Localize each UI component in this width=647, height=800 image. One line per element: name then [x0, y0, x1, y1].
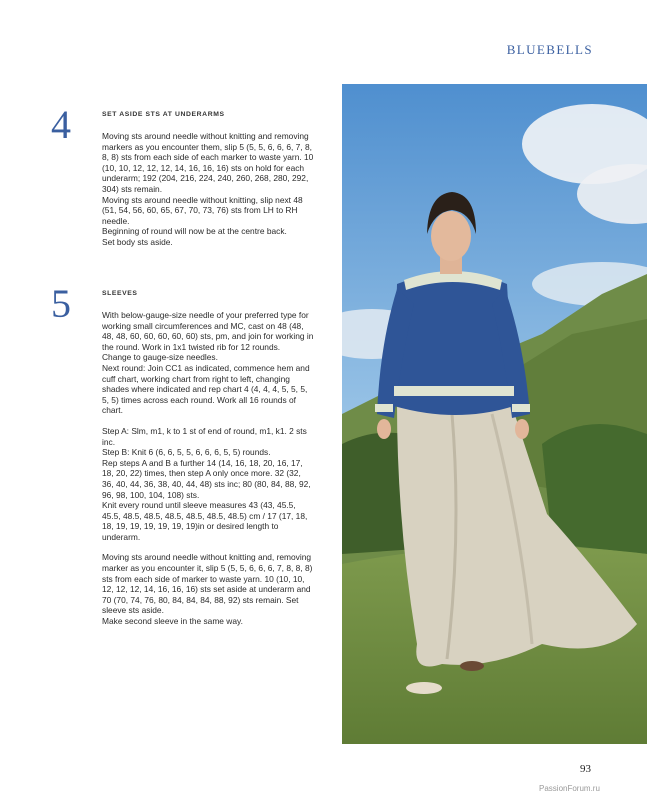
watermark: PassionForum.ru — [539, 784, 600, 793]
face — [431, 211, 471, 261]
model-photo — [342, 84, 647, 744]
step-4-heading: SET ASIDE STS AT UNDERARMS — [102, 111, 225, 118]
step-5-paragraph: Rep steps A and B a further 14 (14, 16, 18, 20, 16, 17, 18, 20, 22) times, then step A only once more. 32 (32, 36, 40, 44, 36, 38, 40, 44, 48) sts inc; 80 (80, 84, 88, 92, 96, 98, 100, 104, 108) sts. — [102, 457, 311, 500]
step-4-paragraph: Moving sts around needle without knitting, slip next 48 (51, 54, 56, 60, 65, 67, 70, 73, 76) sts from LH to RH needle. — [102, 194, 303, 226]
step-4-paragraph: Beginning of round will now be at the centre back. — [102, 226, 287, 237]
cuff-band — [375, 404, 393, 412]
step-4-paragraph: Moving sts around needle without knitting and removing markers as you encounter them, slip 5 (5, 5, 6, 6, 6, 7, 8, 8, 8) sts from each side of each marker to waste yarn. 10 (10, 10, 12, 12, 12, 14, 16, 16, 16) sts on hold for each underarm; 192 (204, 216, 224, 240, 260, 268, 280, 292, 304) sts remain. — [102, 131, 314, 194]
step-5-paragraph: Knit every round until sleeve measures 43 (43, 45.5, 45.5, 48.5, 48.5, 48.5, 48.5, 48.5, 48.5) cm / 17 (17, 18, 18, 19, 19, 19, 19, 19, 19)in or desired length to underarm. — [102, 500, 308, 542]
hand — [515, 419, 529, 439]
step-4-number: 4 — [51, 102, 71, 147]
hem-band — [394, 386, 514, 396]
step-4-paragraph: Set body sts aside. — [102, 236, 173, 247]
step-5-text — [102, 310, 314, 627]
step-5-paragraph: Change to gauge-size needles. — [102, 352, 218, 363]
step-5-paragraph: Moving sts around needle without knitting and, removing marker as you encounter it, slip 5 (5, 5, 6, 6, 6, 7, 8, 8, 8) sts from each side of marker to waste yarn. 10 (10, 10, 12, 12, 12, 14, 16, 16, 16) sts set aside at underarm and 70 (70, 74, 76, 80, 84, 84, 84, 88, 92) sts remain. Set sleeve sts aside. — [102, 552, 313, 616]
cuff-band — [512, 404, 530, 412]
step-5-number: 5 — [51, 281, 71, 326]
step-4-text — [102, 131, 314, 248]
page-number: 93 — [580, 763, 591, 775]
hand — [377, 419, 391, 439]
foot — [406, 682, 442, 694]
step-5-paragraph: Next round: Join CC1 as indicated, commence hem and cuff chart, working chart from right to left, changing shades where indicated and rep chart 4 (4, 4, 4, 5, 5, 5, 5, 5) times across each round. Work all 16 rounds of chart. — [102, 362, 310, 416]
step-5-paragraph: Step B: Knit 6 (6, 6, 5, 5, 6, 6, 6, 5, 5) rounds. — [102, 447, 271, 458]
step-5-paragraph: Step A: Slm, m1, k to 1 st of end of round, m1, k1. 2 sts inc. — [102, 425, 307, 447]
step-5-paragraph: With below-gauge-size needle of your preferred type for working small circumferences and MC, cast on 48 (48, 48, 48, 60, 60, 60, 60, 60) sts, pm, and join for working in the round. Work in 1x1 twisted rib for 12 rounds. — [102, 310, 314, 352]
foot — [460, 661, 484, 671]
running-title: BLUEBELLS — [506, 42, 593, 57]
step-5-heading: SLEEVES — [102, 290, 138, 297]
step-5-paragraph: Make second sleeve in the same way. — [102, 616, 243, 627]
